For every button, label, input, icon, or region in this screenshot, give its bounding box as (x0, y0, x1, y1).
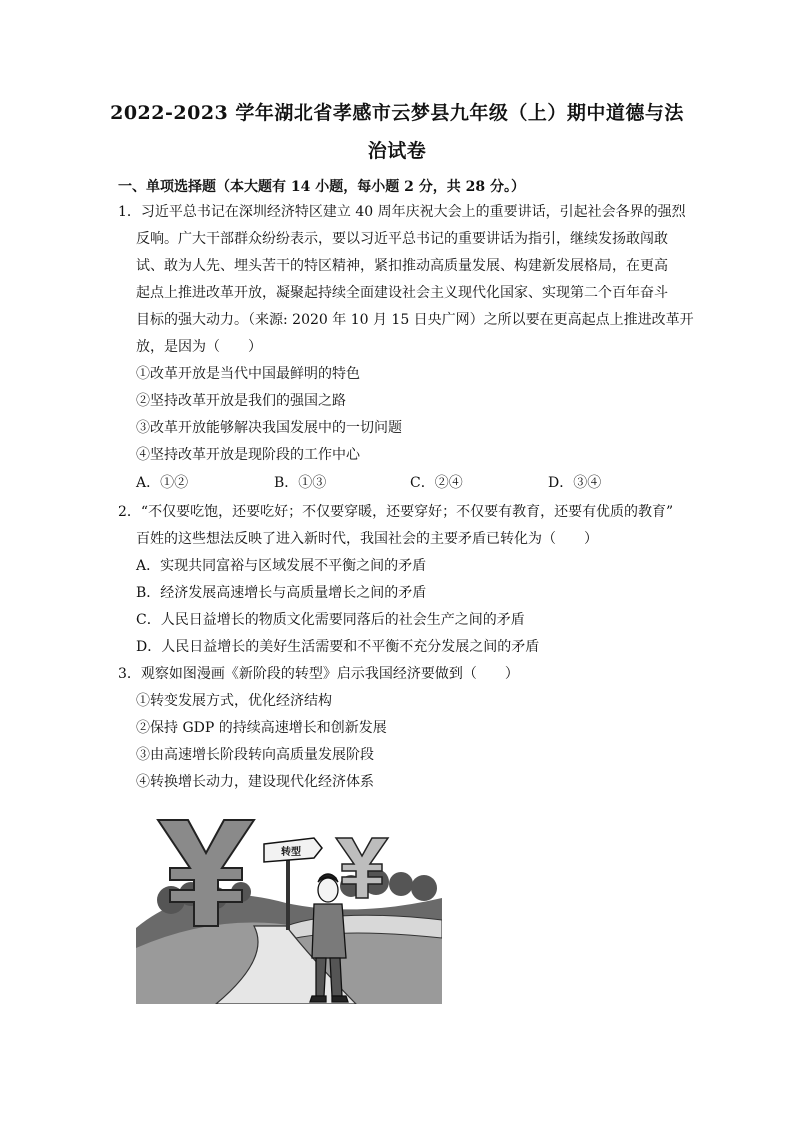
q3-item: ③由高速增长阶段转向高质量发展阶段 (136, 747, 374, 763)
q2-option-d[interactable]: D．人民日益增长的美好生活需要和不平衡不充分发展之间的矛盾 (136, 639, 540, 655)
q3-stem-line: 3．观察如图漫画《新阶段的转型》启示我国经济要做到（ ） (118, 666, 519, 682)
q1-item: ④坚持改革开放是现阶段的工作中心 (136, 447, 360, 463)
section-heading: 一、单项选择题（本大题有 14 小题，每小题 2 分，共 28 分。） (118, 179, 525, 195)
q2-option-a[interactable]: A．实现共同富裕与区域发展不平衡之间的矛盾 (136, 558, 427, 574)
q1-option-a[interactable]: A．①② (136, 475, 189, 491)
exam-title-line1: 2022-2023 学年湖北省孝感市云梦县九年级（上）期中道德与法 (110, 102, 684, 124)
q1-stem-line: 目标的强大动力。（来源: 2020 年 10 月 15 日央广网）之所以要在更高起点上推进改革开 (136, 312, 694, 328)
q3-item: ②保持 GDP 的持续高速增长和创新发展 (136, 720, 387, 736)
q1-item: ③改革开放能够解决我国发展中的一切问题 (136, 420, 402, 436)
q2-option-c[interactable]: C．人民日益增长的物质文化需要同落后的社会生产之间的矛盾 (136, 612, 525, 628)
signpost-text: 转型 (281, 847, 301, 858)
q1-option-c[interactable]: C．②④ (410, 475, 463, 491)
q1-stem-line: 试、敢为人先、埋头苦干的特区精神，紧扣推动高质量发展、构建新发展格局，在更高 (136, 258, 668, 274)
q1-item: ①改革开放是当代中国最鲜明的特色 (136, 366, 360, 382)
q1-item: ②坚持改革开放是我们的强国之路 (136, 393, 346, 409)
exam-title-line2: 治试卷 (367, 140, 427, 162)
q1-option-d[interactable]: D．③④ (548, 475, 602, 491)
q1-stem-line: 1．习近平总书记在深圳经济特区建立 40 周年庆祝大会上的重要讲话，引起社会各界的强烈 (118, 204, 686, 220)
q2-stem-line: 百姓的这些想法反映了进入新时代，我国社会的主要矛盾已转化为（ ） (136, 531, 598, 547)
q1-stem-line: 放，是因为（ ） (136, 339, 262, 355)
q1-stem-line: 反响。广大干部群众纷纷表示，要以习近平总书记的重要讲话为指引，继续发扬敢闯敢 (136, 231, 668, 247)
cartoon-illustration (136, 808, 442, 1004)
q1-option-b[interactable]: B．①③ (274, 475, 327, 491)
q3-item: ①转变发展方式，优化经济结构 (136, 693, 332, 709)
q2-option-b[interactable]: B．经济发展高速增长与高质量增长之间的矛盾 (136, 585, 427, 601)
q3-item: ④转换增长动力，建设现代化经济体系 (136, 774, 374, 790)
q1-stem-line: 起点上推进改革开放，凝聚起持续全面建设社会主义现代化国家、实现第二个百年奋斗 (136, 285, 668, 301)
q2-stem-line: 2．“不仅要吃饱，还要吃好；不仅要穿暖，还要穿好；不仅要有教育，还要有优质的教育” (118, 504, 674, 520)
